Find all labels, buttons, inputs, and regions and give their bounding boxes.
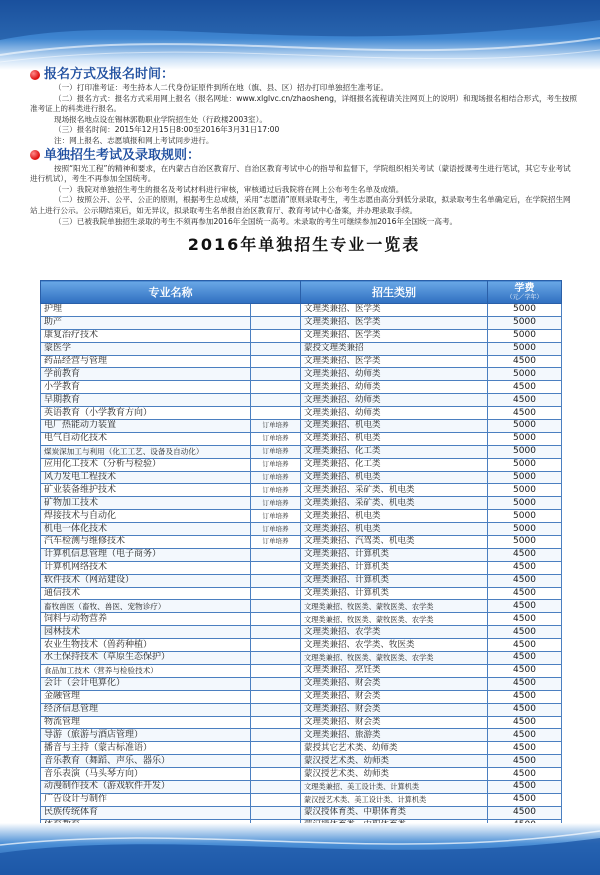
fee-cell: 4500 (488, 355, 562, 368)
table-row (41, 574, 562, 587)
order-training-note-cell: 订单培养 (251, 510, 301, 523)
category-cell: 文理类兼招、采矿类、机电类 (301, 484, 488, 497)
major-name-cell: 矿物加工技术 (41, 497, 251, 510)
table-row (41, 613, 562, 626)
fee-cell: 4500 (488, 806, 562, 819)
major-name-cell: 电厂热能动力装置 (41, 420, 251, 433)
major-name-cell: 焊接技术与自动化 (41, 510, 251, 523)
fee-cell: 5000 (488, 523, 562, 536)
red-bullet-icon (30, 150, 40, 160)
table-row (41, 626, 562, 639)
table-row (41, 536, 562, 549)
order-training-note-cell (251, 342, 301, 355)
major-name-cell: 计算机网络技术 (41, 561, 251, 574)
category-cell: 文理类兼招、财会类 (301, 677, 488, 690)
table-row (41, 329, 562, 342)
majors-table (40, 280, 562, 833)
order-training-note-cell (251, 600, 301, 613)
category-cell: 文理类兼招、计算机类 (301, 587, 488, 600)
major-name-cell: 护理 (41, 304, 251, 317)
paragraph: 现场报名地点设在锡林郭勒职业学院招生处（行政楼2003室）。 (54, 114, 267, 124)
table-row (41, 742, 562, 755)
fee-cell: 5000 (488, 304, 562, 317)
fee-cell: 4500 (488, 755, 562, 768)
order-training-note-cell (251, 548, 301, 561)
order-training-note-cell: 订单培养 (251, 497, 301, 510)
major-name-cell: 学前教育 (41, 368, 251, 381)
order-training-note-cell: 订单培养 (251, 420, 301, 433)
table-row (41, 510, 562, 523)
table-row (41, 677, 562, 690)
major-name-cell: 电气自动化技术 (41, 432, 251, 445)
table-row (41, 394, 562, 407)
table-row (41, 793, 562, 806)
fee-cell: 4500 (488, 639, 562, 652)
order-training-note-cell (251, 355, 301, 368)
order-training-note-cell (251, 742, 301, 755)
fee-cell: 5000 (488, 432, 562, 445)
category-cell: 蒙汉授艺术类、幼师类 (301, 768, 488, 781)
header-decoration (0, 0, 600, 70)
header-fee-label: 学费 (514, 283, 535, 294)
major-name-cell: 导游（旅游与酒店管理） (41, 729, 251, 742)
major-name-cell: 康复治疗技术 (41, 329, 251, 342)
fee-cell: 4500 (488, 768, 562, 781)
fee-cell: 5000 (488, 420, 562, 433)
section-heading-registration: 报名方式及报名时间： (30, 66, 578, 83)
fee-cell: 4500 (488, 677, 562, 690)
major-name-cell: 广告设计与制作 (41, 793, 251, 806)
category-cell: 文理类兼招、财会类 (301, 703, 488, 716)
header-fee-unit: （元／学年） (506, 294, 543, 301)
wave-decoration-bottom (0, 823, 600, 875)
order-training-note-cell (251, 677, 301, 690)
paragraph: 按照“阳光工程”的精神和要求，在内蒙古自治区教育厅、自治区教育考试中心的指导和监督下，学院组织相关考试（蒙语授课考生进行笔试，其它专业考试进行机试），考生不再参加全国统考。 (30, 163, 571, 184)
table-row (41, 381, 562, 394)
order-training-note-cell (251, 587, 301, 600)
table-header-row (41, 281, 562, 304)
order-training-note-cell (251, 793, 301, 806)
major-name-cell: 助产 (41, 316, 251, 329)
category-cell: 文理类兼招、农学类、牧医类 (301, 639, 488, 652)
table-row (41, 484, 562, 497)
fee-cell: 5000 (488, 536, 562, 549)
category-cell: 文理类兼招、计算机类 (301, 561, 488, 574)
fee-cell: 5000 (488, 316, 562, 329)
major-name-cell: 早期教育 (41, 394, 251, 407)
header-major-name: 专业名称 (41, 281, 301, 304)
order-training-note-cell: 订单培养 (251, 458, 301, 471)
table-row (41, 497, 562, 510)
category-cell: 文理类兼招、美工设计类、计算机类 (301, 780, 488, 793)
category-cell: 文理类兼招、牧医类、蒙牧医类、农学类 (301, 652, 488, 665)
table-row (41, 407, 562, 420)
order-training-note-cell: 订单培养 (251, 432, 301, 445)
header-category: 招生类别 (301, 281, 488, 304)
category-cell: 文理类兼招、机电类 (301, 420, 488, 433)
paragraph: （二）报名方式：报名方式采用网上报名（报名网址：www.xlglvc.cn/zhaosheng，详细报名流程请关注网页上的说明）和现场报名相结合形式，考生按照准考证上的科类进行报名。 (30, 93, 577, 114)
category-cell: 蒙授其它艺术类、幼师类 (301, 742, 488, 755)
category-cell: 文理类兼招、牧医类、蒙牧医类、农学类 (301, 613, 488, 626)
fee-cell: 4500 (488, 587, 562, 600)
major-name-cell: 音乐教育（舞蹈、声乐、器乐） (41, 755, 251, 768)
category-cell: 文理类兼招、牧医类、蒙牧医类、农学类 (301, 600, 488, 613)
category-cell: 文理类兼招、医学类 (301, 329, 488, 342)
category-cell: 文理类兼招、机电类 (301, 523, 488, 536)
table-row (41, 471, 562, 484)
fee-cell: 4500 (488, 652, 562, 665)
order-training-note-cell: 订单培养 (251, 471, 301, 484)
order-training-note-cell: 订单培养 (251, 536, 301, 549)
fee-cell: 4500 (488, 574, 562, 587)
fee-cell: 5000 (488, 471, 562, 484)
order-training-note-cell (251, 703, 301, 716)
fee-cell: 4500 (488, 626, 562, 639)
table-row (41, 703, 562, 716)
table-body (41, 304, 562, 833)
table-row (41, 716, 562, 729)
category-cell: 文理类兼招、医学类 (301, 355, 488, 368)
fee-cell: 4500 (488, 690, 562, 703)
paragraph: 注：网上报名、志愿填报和网上考试同步进行。 (54, 135, 214, 145)
order-training-note-cell: 订单培养 (251, 445, 301, 458)
major-name-cell: 矿业装备维护技术 (41, 484, 251, 497)
table-row (41, 342, 562, 355)
order-training-note-cell (251, 664, 301, 677)
header-fee (488, 281, 562, 304)
major-name-cell: 音乐表演（马头琴方向） (41, 768, 251, 781)
category-cell: 文理类兼招、烹饪类 (301, 664, 488, 677)
order-training-note-cell (251, 626, 301, 639)
major-name-cell: 药品经营与管理 (41, 355, 251, 368)
fee-cell: 5000 (488, 368, 562, 381)
category-cell: 文理类兼招、幼师类 (301, 407, 488, 420)
order-training-note-cell (251, 329, 301, 342)
order-training-note-cell (251, 316, 301, 329)
order-training-note-cell (251, 381, 301, 394)
category-cell: 蒙授文理类兼招 (301, 342, 488, 355)
order-training-note-cell (251, 407, 301, 420)
category-cell: 文理类兼招、化工类 (301, 445, 488, 458)
category-cell: 文理类兼招、汽驾类、机电类 (301, 536, 488, 549)
paragraph: （二）按照公开、公平、公正的原则，根据考生总成绩，采用“志愿清”原则录取考生，考生志愿由高分到低分录取，拟录取考生名单确定后，在学院招生网站上进行公示。公示期结束后，如无异议，拟录取考生名单报自治区教育厅、教育考试中心备案，并办理录取手续。 (30, 195, 571, 215)
table-row (41, 458, 562, 471)
fee-cell: 4500 (488, 703, 562, 716)
major-name-cell: 汽车检测与维修技术 (41, 536, 251, 549)
fee-cell: 4500 (488, 793, 562, 806)
major-name-cell: 园林技术 (41, 626, 251, 639)
order-training-note-cell (251, 368, 301, 381)
fee-cell: 5000 (488, 445, 562, 458)
fee-cell: 4500 (488, 381, 562, 394)
table-row (41, 548, 562, 561)
major-name-cell: 风力发电工程技术 (41, 471, 251, 484)
category-cell: 文理类兼招、采矿类、机电类 (301, 497, 488, 510)
major-name-cell: 畜牧兽医（畜牧、兽医、宠物诊疗） (41, 600, 251, 613)
table-row (41, 806, 562, 819)
table-row (41, 652, 562, 665)
major-name-cell: 水土保持技术（草原生态保护） (41, 652, 251, 665)
fee-cell: 4500 (488, 548, 562, 561)
category-cell: 文理类兼招、机电类 (301, 471, 488, 484)
table-row (41, 729, 562, 742)
major-name-cell: 饲料与动物营养 (41, 613, 251, 626)
fee-cell: 4500 (488, 600, 562, 613)
order-training-note-cell (251, 780, 301, 793)
major-name-cell: 小学教育 (41, 381, 251, 394)
major-name-cell: 机电一体化技术 (41, 523, 251, 536)
order-training-note-cell (251, 561, 301, 574)
section-heading-admission: 单独招生考试及录取规则： (30, 147, 578, 164)
paragraph: （一）打印准考证：考生持本人二代身份证原件到所在地（旗、县、区）招办打印单独招生准考证。 (54, 83, 389, 92)
major-name-cell: 金融管理 (41, 690, 251, 703)
fee-cell: 5000 (488, 484, 562, 497)
order-training-note-cell (251, 652, 301, 665)
table-row (41, 432, 562, 445)
order-training-note-cell (251, 304, 301, 317)
paragraph: （一）我院对单独招生考生的报名及考试材料进行审核，审核通过后我院将在网上公布考生名单及成绩。 (54, 184, 404, 194)
category-cell: 文理类兼招、旅游类 (301, 729, 488, 742)
table-row (41, 316, 562, 329)
table-row (41, 600, 562, 613)
major-name-cell: 煤炭深加工与利用（化工工艺、设备及自动化） (41, 445, 251, 458)
major-name-cell: 应用化工技术（分析与检验） (41, 458, 251, 471)
table-row (41, 664, 562, 677)
table-row (41, 420, 562, 433)
major-name-cell: 英语教育（小学教育方向） (41, 407, 251, 420)
fee-cell: 4500 (488, 561, 562, 574)
paragraph: （三）报名时间：2015年12月15日8:00至2016年3月31日17:00 (54, 125, 280, 135)
major-name-cell: 蒙医学 (41, 342, 251, 355)
fee-cell: 4500 (488, 729, 562, 742)
category-cell: 文理类兼招、计算机类 (301, 574, 488, 587)
paragraph: （三）已被我院单独招生录取的考生不须再参加2016年全国统一高考。未录取的考生可继续参加2016年全国统一高考。 (54, 216, 458, 226)
order-training-note-cell (251, 613, 301, 626)
order-training-note-cell: 订单培养 (251, 523, 301, 536)
fee-cell: 4500 (488, 780, 562, 793)
intro-content (30, 66, 578, 257)
fee-cell: 4500 (488, 664, 562, 677)
table-row (41, 445, 562, 458)
fee-cell: 4500 (488, 394, 562, 407)
major-name-cell: 通信技术 (41, 587, 251, 600)
major-name-cell: 动漫制作技术（游戏软件开发） (41, 780, 251, 793)
fee-cell: 4500 (488, 742, 562, 755)
fee-cell: 5000 (488, 497, 562, 510)
major-name-cell: 会计（会计电算化） (41, 677, 251, 690)
category-cell: 蒙汉授体育类、中职体育类 (301, 806, 488, 819)
major-name-cell: 经济信息管理 (41, 703, 251, 716)
fee-cell: 5000 (488, 342, 562, 355)
table-row (41, 561, 562, 574)
category-cell: 文理类兼招、幼师类 (301, 394, 488, 407)
category-cell: 文理类兼招、医学类 (301, 316, 488, 329)
table-title: 2016年单独招生专业一览表 (187, 235, 421, 255)
major-name-cell: 物流管理 (41, 716, 251, 729)
fee-cell: 4500 (488, 613, 562, 626)
order-training-note-cell (251, 729, 301, 742)
category-cell: 文理类兼招、医学类 (301, 304, 488, 317)
table-row (41, 639, 562, 652)
major-name-cell: 软件技术（网站建设） (41, 574, 251, 587)
fee-cell: 5000 (488, 458, 562, 471)
table-row (41, 368, 562, 381)
table-row (41, 780, 562, 793)
fee-cell: 4500 (488, 716, 562, 729)
table-row (41, 587, 562, 600)
order-training-note-cell (251, 755, 301, 768)
major-name-cell: 播音与主持（蒙古标准语） (41, 742, 251, 755)
order-training-note-cell (251, 639, 301, 652)
category-cell: 文理类兼招、财会类 (301, 690, 488, 703)
major-name-cell: 民族传统体育 (41, 806, 251, 819)
order-training-note-cell (251, 574, 301, 587)
category-cell: 文理类兼招、幼师类 (301, 381, 488, 394)
category-cell: 蒙汉授艺术类、幼师类 (301, 755, 488, 768)
fee-cell: 5000 (488, 510, 562, 523)
major-name-cell: 计算机信息管理（电子商务） (41, 548, 251, 561)
category-cell: 文理类兼招、幼师类 (301, 368, 488, 381)
table-row (41, 690, 562, 703)
red-bullet-icon (30, 70, 40, 80)
order-training-note-cell: 订单培养 (251, 484, 301, 497)
fee-cell: 4500 (488, 407, 562, 420)
category-cell: 文理类兼招、化工类 (301, 458, 488, 471)
category-cell: 蒙汉授艺术类、美工设计类、计算机类 (301, 793, 488, 806)
table-row (41, 755, 562, 768)
order-training-note-cell (251, 806, 301, 819)
major-name-cell: 农业生物技术（兽药种植） (41, 639, 251, 652)
table-row (41, 523, 562, 536)
order-training-note-cell (251, 394, 301, 407)
order-training-note-cell (251, 716, 301, 729)
table-row (41, 768, 562, 781)
order-training-note-cell (251, 768, 301, 781)
major-name-cell: 食品加工技术（营养与检验技术） (41, 664, 251, 677)
fee-cell: 5000 (488, 329, 562, 342)
category-cell: 文理类兼招、机电类 (301, 510, 488, 523)
wave-decoration-top (0, 0, 600, 70)
category-cell: 文理类兼招、计算机类 (301, 548, 488, 561)
order-training-note-cell (251, 690, 301, 703)
category-cell: 文理类兼招、农学类 (301, 626, 488, 639)
category-cell: 文理类兼招、机电类 (301, 432, 488, 445)
table-row (41, 355, 562, 368)
table-row (41, 304, 562, 317)
footer-decoration (0, 823, 600, 875)
category-cell: 文理类兼招、财会类 (301, 716, 488, 729)
